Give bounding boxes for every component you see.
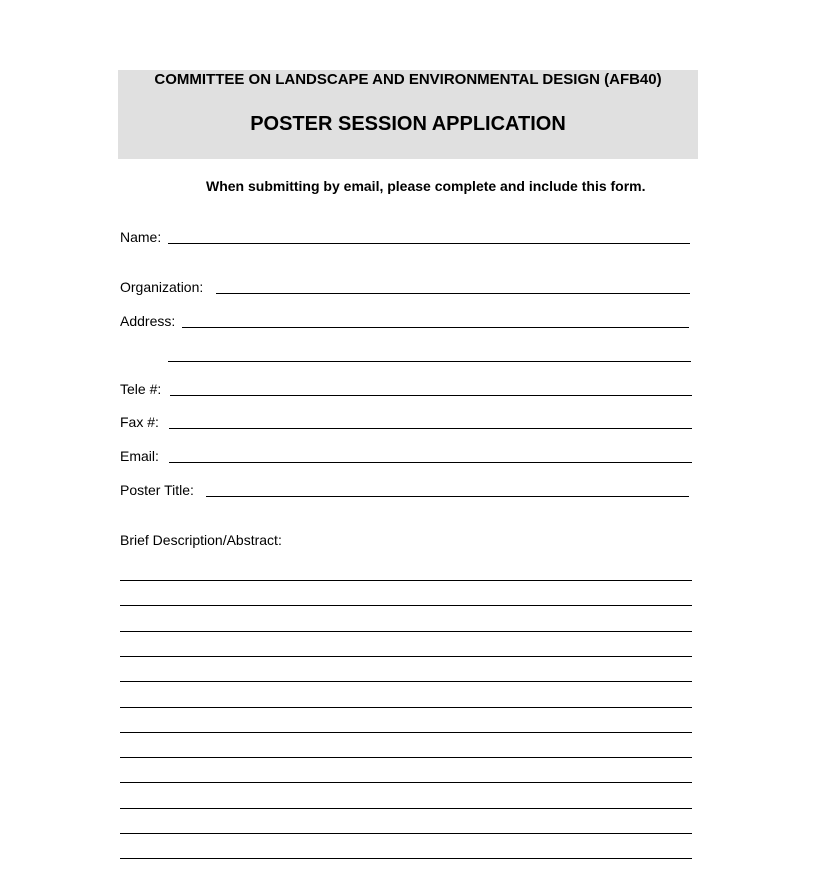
email-label: Email: [120, 448, 159, 464]
abstract-line [120, 833, 692, 834]
abstract-line-field[interactable] [120, 588, 692, 606]
organization-label: Organization: [120, 279, 204, 295]
abstract-line [120, 605, 692, 606]
abstract-line [120, 681, 692, 682]
abstract-line-field[interactable] [120, 639, 692, 657]
abstract-line-field[interactable] [120, 690, 692, 708]
email-field[interactable] [169, 445, 692, 463]
address-underline [182, 327, 689, 328]
abstract-line-field[interactable] [120, 614, 692, 632]
poster-title-underline [206, 496, 689, 497]
abstract-line-field[interactable] [120, 740, 692, 758]
abstract-line [120, 757, 692, 758]
address-line2-underline [168, 361, 691, 362]
abstract-line [120, 707, 692, 708]
abstract-line-field[interactable] [120, 816, 692, 834]
name-label: Name: [120, 229, 162, 245]
poster-title-field[interactable] [206, 479, 689, 497]
email-underline [169, 462, 692, 463]
abstract-line-field[interactable] [120, 563, 692, 581]
abstract-line [120, 808, 692, 809]
abstract-line [120, 732, 692, 733]
abstract-line-field[interactable] [120, 765, 692, 783]
abstract-line-field[interactable] [120, 715, 692, 733]
address-label: Address: [120, 313, 176, 329]
abstract-label: Brief Description/Abstract: [120, 532, 282, 548]
submission-instruction: When submitting by email, please complete and include this form. [206, 178, 646, 194]
tele-underline [170, 395, 692, 396]
organization-underline [216, 293, 690, 294]
header-box [118, 70, 698, 159]
abstract-line-field[interactable] [120, 664, 692, 682]
abstract-line [120, 782, 692, 783]
abstract-line [120, 858, 692, 859]
abstract-line [120, 656, 692, 657]
abstract-line [120, 631, 692, 632]
organization-field[interactable] [216, 276, 690, 294]
abstract-line [120, 580, 692, 581]
tele-label: Tele #: [120, 381, 162, 397]
name-underline [168, 243, 690, 244]
fax-label: Fax #: [120, 414, 159, 430]
poster-title-label: Poster Title: [120, 482, 194, 498]
address-field[interactable] [182, 310, 689, 328]
abstract-line-field[interactable] [120, 841, 692, 859]
fax-underline [169, 428, 692, 429]
tele-field[interactable] [170, 378, 692, 396]
form-title: POSTER SESSION APPLICATION [250, 113, 566, 135]
address-line2-field[interactable] [168, 344, 691, 362]
fax-field[interactable] [169, 411, 692, 429]
abstract-line-field[interactable] [120, 791, 692, 809]
committee-name: COMMITTEE ON LANDSCAPE AND ENVIRONMENTAL DESIGN (AFB40) [154, 71, 662, 88]
name-field[interactable] [168, 226, 690, 244]
